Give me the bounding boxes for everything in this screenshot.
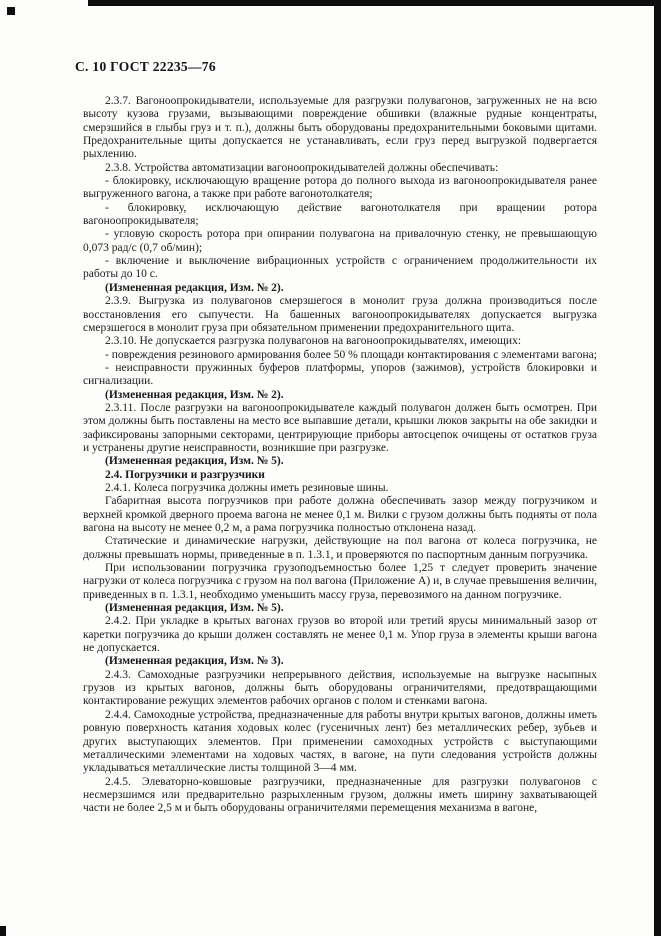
paragraph: 2.4.4. Самоходные устройства, предназначенные для работы внутри крытых вагонов, должны иметь ровную поверхность катания ходовых колес (гусеничных лент) без металлических ребер, зубьев и других выступающих элементов. При применении самоходных устройств с выступающими металлическими элементами на ходовых частях, в вагоне, на пути следования устройств должны укладываться металлические листы толщиной 3—4 мм. bbox=[83, 708, 597, 775]
paragraph: 2.3.10. Не допускается разгрузка полувагонов на вагоноопрокидывателях, имеющих: bbox=[105, 335, 522, 348]
paragraph: 2.3.7. Вагоноопрокидыватели, используемые для разгрузки полувагонов, загруженных не на всю высоту кузова грузами, вызывающими повреждение обшивки (влажные рудные концентраты, смерзшийся в глыбы груз и т. п.), должны быть оборудованы предохранительными боковыми щитами. Предохранительные щиты допускается не устанавливать, если груз перед выгрузкой подвергается рыхлению. bbox=[83, 95, 597, 161]
scan-artifact-right-bar bbox=[654, 0, 661, 936]
paragraph: - угловую скорость ротора при опирании полувагона на привалочную стенку, не превышающую 0,073 рад/с (0,7 об/мин); bbox=[83, 228, 597, 254]
paragraph: - неисправности пружинных буферов платформы, упоров (зажимов), устройств блокировки и сигнализации. bbox=[83, 361, 597, 388]
page-header: С. 10 ГОСТ 22235—76 bbox=[75, 59, 216, 74]
paragraph: (Измененная редакция, Изм. № 5). bbox=[105, 602, 284, 615]
paragraph: - блокировку, исключающую действие вагонотолкателя при вращении ротора вагоноопрокидывателя; bbox=[83, 201, 597, 228]
paragraph: - блокировку, исключающую вращение ротора до полного выхода из вагоноопрокидывателя ранее выгруженного вагона, а также при работе вагонотолкателя; bbox=[83, 175, 597, 201]
paragraph: 2.4.2. При укладке в крытых вагонах грузов во второй или третий ярусы минимальный зазор от каретки погрузчика до крыши должен составлять не менее 0,1 м. Упор груза в элементы крыши вагона не допускается. bbox=[83, 615, 597, 655]
paragraph: Статические и динамические нагрузки, действующие на пол вагона от колеса погрузчика, не должны превышать нормы, приведенные в п. 1.3.1, и проверяются по паспортным данным погрузчика. bbox=[83, 535, 597, 561]
paragraph: 2.3.8. Устройства автоматизации вагоноопрокидывателей должны обеспечивать: bbox=[105, 161, 499, 174]
document-body bbox=[83, 95, 597, 816]
paragraph: (Измененная редакция, Изм. № 2). bbox=[105, 388, 284, 401]
paragraph: Габаритная высота погрузчиков при работе должна обеспечивать зазор между погрузчиком и верхней кромкой дверного проема вагона не менее 0,1 м. Вилки с грузом должны быть подняты от пола вагона на высоту не менее 0,2 м, а рама погрузчика полностью отклонена назад. bbox=[83, 495, 597, 534]
paragraph: При использовании погрузчика грузоподъемностью более 1,25 т следует проверить значение нагрузки от колеса погрузчика с грузом на пол вагона (Приложение А) и, в случае превышения величин, приведенных в п. 1.3.1, необходимо уменьшить массу груза, перевозимого на данном погрузчике. bbox=[83, 562, 597, 601]
paragraph: (Измененная редакция, Изм. № 2). bbox=[105, 281, 284, 294]
paragraph: - включение и выключение вибрационных устройств с ограничением продолжительности их работы до 10 с. bbox=[83, 255, 597, 281]
paragraph: 2.3.9. Выгрузка из полувагонов смерзшегося в монолит груза должна производиться после восстановления его сыпучести. На башенных вагоноопрокидывателях допускается выгрузка смерзшегося в монолит груза при обязательном применении предохранительного щита. bbox=[83, 295, 597, 334]
scan-artifact-topleft-mark bbox=[7, 7, 15, 15]
paragraph: 2.4.3. Самоходные разгрузчики непрерывного действия, используемые на выгрузке насыпных грузов из крытых вагонов, должны быть оборудованы ограничителями, предотвращающими контактирование режущих элементов рабочих органов с полом и стенками вагона. bbox=[83, 668, 597, 708]
scan-artifact-bottomleft-mark bbox=[0, 926, 6, 936]
paragraph: - повреждения резинового армирования более 50 % площади контактирования с элементами вагона; bbox=[105, 348, 597, 361]
paragraph: (Измененная редакция, Изм. № 3). bbox=[105, 655, 284, 668]
scan-artifact-top-bar bbox=[88, 0, 661, 6]
paragraph: 2.4.1. Колеса погрузчика должны иметь резиновые шины. bbox=[105, 481, 389, 494]
paragraph: 2.4.5. Элеваторно-ковшовые разгрузчики, предназначенные для разгрузки полувагонов с несмерзшимся или предварительно разрыхленным грузом, должны иметь ширину захватывающей части не более 2,5 м и быть оборудованы ограничителями перемещения механизма в вагоне, bbox=[83, 775, 597, 815]
paragraph: (Измененная редакция, Изм. № 5). bbox=[105, 455, 284, 468]
paragraph: 2.3.11. После разгрузки на вагоноопрокидывателе каждый полувагон должен быть осмотрен. При этом должны быть поставлены на место все выпавшие детали, крышки люков закрыты на обе закидки и зафиксированы запорными секторами, центрирующие приборы автосцепок очищены от остатков груза и устранены другие неисправности, возникшие при разгрузке. bbox=[83, 401, 597, 454]
section-heading: 2.4. Погрузчики и разгрузчики bbox=[105, 468, 265, 481]
